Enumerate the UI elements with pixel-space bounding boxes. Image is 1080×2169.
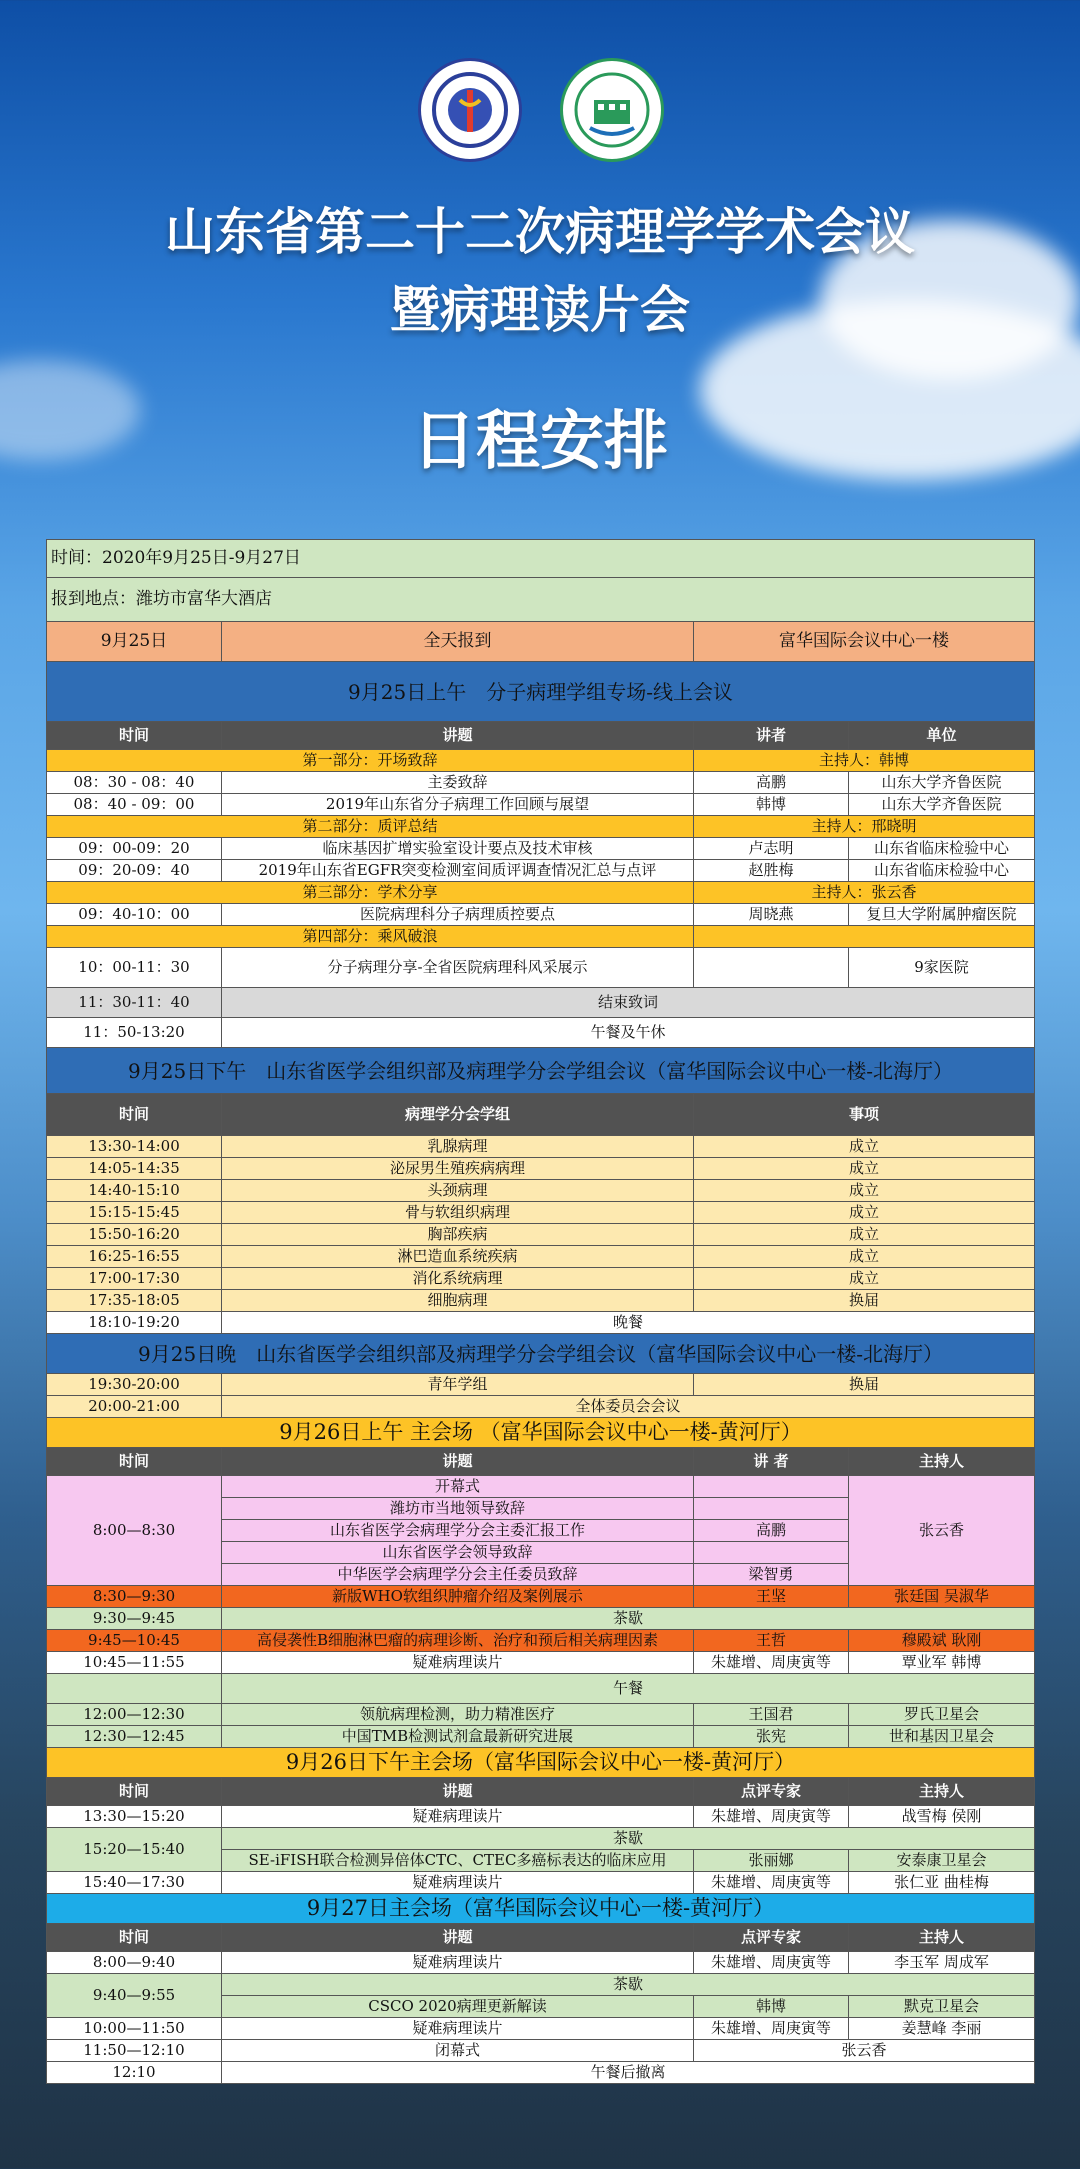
cell-host: 战雪梅 侯刚	[849, 1806, 1035, 1828]
shandong-medical-association-logo-icon	[418, 58, 522, 162]
cell-topic: 午餐后撤离	[222, 2062, 1035, 2084]
table-row	[47, 1704, 1035, 1726]
table-row	[47, 1806, 1035, 1828]
cell-topic: 分子病理分享-全省医院病理科风采展示	[222, 948, 694, 988]
cell-speaker: 梁智勇	[694, 1564, 849, 1586]
cell-time: 19:30-20:00	[47, 1374, 222, 1396]
cell-topic: 闭幕式	[222, 2040, 694, 2062]
cell-time: 11：50-13:20	[47, 1018, 222, 1048]
table-row	[47, 1312, 1035, 1334]
table-row	[47, 1246, 1035, 1268]
cell-topic: 茶歇	[222, 1974, 1035, 1996]
cell-note: 成立	[694, 1224, 1035, 1246]
cell-speaker: 朱雄增、周庚寅等	[694, 1872, 849, 1894]
table-header	[47, 722, 1035, 750]
time-info: 时间：2020年9月25日-9月27日	[47, 540, 1035, 578]
column-header: 讲 者	[694, 1448, 849, 1476]
cell-time: 9:40—9:55	[47, 1974, 222, 2018]
registration-location: 富华国际会议中心一楼	[694, 622, 1035, 662]
header	[0, 0, 1080, 530]
cell-note: 成立	[694, 1136, 1035, 1158]
table-row	[47, 1180, 1035, 1202]
cell-time: 9:45—10:45	[47, 1630, 222, 1652]
table-row	[47, 1828, 1035, 1850]
cell-time: 11:50—12:10	[47, 2040, 222, 2062]
column-header: 事项	[694, 1094, 1035, 1136]
cell-time: 8:00—8:30	[47, 1476, 222, 1586]
table-row	[47, 1952, 1035, 1974]
cell-topic: 中华医学会病理学分会主任委员致辞	[222, 1564, 694, 1586]
cell-topic: 茶歇	[222, 1828, 1035, 1850]
table-row	[47, 1674, 1035, 1704]
cell-time: 9:30—9:45	[47, 1608, 222, 1630]
cell-topic: 潍坊市当地领导致辞	[222, 1498, 694, 1520]
column-header: 时间	[47, 1924, 222, 1952]
section-title: 9月25日上午 分子病理学组专场-线上会议	[47, 662, 1035, 722]
part-row	[47, 926, 1035, 948]
cell-unit: 9家医院	[849, 948, 1035, 988]
cell-host: 安泰康卫星会	[849, 1850, 1035, 1872]
table-row	[47, 2040, 1035, 2062]
column-header: 讲题	[222, 722, 694, 750]
cell-topic: SE-iFISH联合检测异倍体CTC、CTEC多癌标表达的临床应用	[222, 1850, 694, 1872]
cell-topic: 疑难病理读片	[222, 1952, 694, 1974]
cell-speaker: 张宪	[694, 1726, 849, 1748]
cell-unit: 复旦大学附属肿瘤医院	[849, 904, 1035, 926]
table-row	[47, 1630, 1035, 1652]
cell-speaker: 朱雄增、周庚寅等	[694, 2018, 849, 2040]
registration-row	[47, 622, 1035, 662]
column-header: 单位	[849, 722, 1035, 750]
conference-subtitle: 暨病理读片会	[390, 281, 690, 339]
cell-topic: 消化系统病理	[222, 1268, 694, 1290]
cell-speaker: 赵胜梅	[694, 860, 849, 882]
cell-speaker: 王哲	[694, 1630, 849, 1652]
cell-topic: 临床基因扩增实验室设计要点及技术审核	[222, 838, 694, 860]
part-title: 第四部分：乘风破浪	[47, 926, 694, 948]
cell-speaker: 韩博	[694, 1996, 849, 2018]
cell-time: 10:45—11:55	[47, 1652, 222, 1674]
cell-topic: 新版WHO软组织肿瘤介绍及案例展示	[222, 1586, 694, 1608]
table-header	[47, 1778, 1035, 1806]
cell-note: 成立	[694, 1268, 1035, 1290]
cell-time: 12:30—12:45	[47, 1726, 222, 1748]
table-header	[47, 1448, 1035, 1476]
cell-time: 08：40 - 09：00	[47, 794, 222, 816]
table-row	[47, 860, 1035, 882]
section-header	[47, 662, 1035, 722]
cell-time: 15:15-15:45	[47, 1202, 222, 1224]
column-header: 时间	[47, 722, 222, 750]
cell-topic: 头颈病理	[222, 1180, 694, 1202]
table-row	[47, 948, 1035, 988]
cell-time: 10：00-11：30	[47, 948, 222, 988]
cell-speaker: 韩博	[694, 794, 849, 816]
cell-speaker: 张丽娜	[694, 1850, 849, 1872]
table-row	[47, 988, 1035, 1018]
table-row	[47, 1290, 1035, 1312]
cell-time: 8:00—9:40	[47, 1952, 222, 1974]
cell-time: 09：40-10：00	[47, 904, 222, 926]
cell-host: 张廷国 吴淑华	[849, 1586, 1035, 1608]
part-row	[47, 750, 1035, 772]
cell-speaker: 高鹏	[694, 772, 849, 794]
cell-time: 20:00-21:00	[47, 1396, 222, 1418]
table-header	[47, 1094, 1035, 1136]
table-row	[47, 1374, 1035, 1396]
cell-time: 14:05-14:35	[47, 1158, 222, 1180]
cell-host: 罗氏卫星会	[849, 1704, 1035, 1726]
cell-note: 成立	[694, 1180, 1035, 1202]
info-row	[47, 578, 1035, 622]
column-header: 时间	[47, 1448, 222, 1476]
cell-note: 换届	[694, 1290, 1035, 1312]
table-row	[47, 1726, 1035, 1748]
cell-time: 08：30 - 08：40	[47, 772, 222, 794]
cell-speaker: 卢志明	[694, 838, 849, 860]
column-header: 主持人	[849, 1924, 1035, 1952]
cell-topic: 疑难病理读片	[222, 1806, 694, 1828]
cell-unit: 山东大学齐鲁医院	[849, 794, 1035, 816]
column-header: 主持人	[849, 1448, 1035, 1476]
section-title: 9月26日下午主会场（富华国际会议中心一楼-黄河厅）	[47, 1748, 1035, 1778]
table-row	[47, 1608, 1035, 1630]
cell-unit: 山东省临床检验中心	[849, 860, 1035, 882]
part-row	[47, 816, 1035, 838]
cell-time: 18:10-19:20	[47, 1312, 222, 1334]
cell-time: 09：00-09：20	[47, 838, 222, 860]
cell-topic: 开幕式	[222, 1476, 694, 1498]
cell-topic: 中国TMB检测试剂盒最新研究进展	[222, 1726, 694, 1748]
table-row	[47, 1396, 1035, 1418]
table-row	[47, 1268, 1035, 1290]
cell-time: 11：30-11：40	[47, 988, 222, 1018]
cell-topic: 骨与软组织病理	[222, 1202, 694, 1224]
part-row	[47, 882, 1035, 904]
schedule-heading: 日程安排	[412, 405, 668, 479]
cell-host: 张云香	[694, 2040, 1035, 2062]
cell-topic: 晚餐	[222, 1312, 1035, 1334]
section-title: 9月26日上午 主会场 （富华国际会议中心一楼-黄河厅）	[47, 1418, 1035, 1448]
column-header: 点评专家	[694, 1778, 849, 1806]
cell-time: 09：20-09：40	[47, 860, 222, 882]
cell-speaker: 王国君	[694, 1704, 849, 1726]
table-row	[47, 1652, 1035, 1674]
column-header: 讲题	[222, 1778, 694, 1806]
part-host: 主持人：韩博	[694, 750, 1035, 772]
table-row	[47, 1872, 1035, 1894]
cell-time: 15:50-16:20	[47, 1224, 222, 1246]
column-header: 点评专家	[694, 1924, 849, 1952]
cell-time: 14:40-15:10	[47, 1180, 222, 1202]
cell-host: 穆殿斌 耿刚	[849, 1630, 1035, 1652]
column-header: 讲题	[222, 1924, 694, 1952]
table-row	[47, 904, 1035, 926]
cell-topic: 疑难病理读片	[222, 1652, 694, 1674]
conference-title: 山东省第二十二次病理学学术会议	[165, 203, 915, 261]
cell-topic: 细胞病理	[222, 1290, 694, 1312]
table-row	[47, 1224, 1035, 1246]
cell-topic: 青年学组	[222, 1374, 694, 1396]
cell-note: 换届	[694, 1374, 1035, 1396]
column-header: 时间	[47, 1094, 222, 1136]
cell-topic: 2019年山东省EGFR突变检测室间质评调查情况汇总与点评	[222, 860, 694, 882]
registration-date: 9月25日	[47, 622, 222, 662]
cell-time: 16:25-16:55	[47, 1246, 222, 1268]
cell-time: 17:35-18:05	[47, 1290, 222, 1312]
cell-speaker: 高鹏	[694, 1520, 849, 1542]
cell-topic: 淋巴造血系统疾病	[222, 1246, 694, 1268]
registration-event: 全天报到	[222, 622, 694, 662]
cell-unit: 山东省临床检验中心	[849, 838, 1035, 860]
table-row	[47, 838, 1035, 860]
cell-host: 李玉军 周成军	[849, 1952, 1035, 1974]
cell-topic: CSCO 2020病理更新解读	[222, 1996, 694, 2018]
table-row	[47, 772, 1035, 794]
cell-time: 15:20—15:40	[47, 1828, 222, 1872]
column-header: 主持人	[849, 1778, 1035, 1806]
section-title: 9月25日晚 山东省医学会组织部及病理学分会学组会议（富华国际会议中心一楼-北海厅）	[47, 1334, 1035, 1374]
schedule-table	[46, 539, 1035, 2084]
part-host: 主持人：邢晓明	[694, 816, 1035, 838]
cell-speaker: 朱雄增、周庚寅等	[694, 1952, 849, 1974]
table-row	[47, 1018, 1035, 1048]
cell-time: 12:10	[47, 2062, 222, 2084]
cell-host: 覃业军 韩博	[849, 1652, 1035, 1674]
cell-speaker: 王坚	[694, 1586, 849, 1608]
cell-topic: 乳腺病理	[222, 1136, 694, 1158]
cell-topic: 午餐及午休	[222, 1018, 1035, 1048]
cell-topic: 胸部疾病	[222, 1224, 694, 1246]
cell-host: 张仁亚 曲桂梅	[849, 1872, 1035, 1894]
section-title: 9月25日下午 山东省医学会组织部及病理学分会学组会议（富华国际会议中心一楼-北海厅）	[47, 1048, 1035, 1094]
section-header	[47, 1894, 1035, 1924]
cell-topic: 茶歇	[222, 1608, 1035, 1630]
cell-host: 世和基因卫星会	[849, 1726, 1035, 1748]
column-header: 病理学分会学组	[222, 1094, 694, 1136]
cell-topic: 疑难病理读片	[222, 2018, 694, 2040]
cell-time: 13:30-14:00	[47, 1136, 222, 1158]
section-title: 9月27日主会场（富华国际会议中心一楼-黄河厅）	[47, 1894, 1035, 1924]
cell-topic: 山东省医学会病理学分会主委汇报工作	[222, 1520, 694, 1542]
cell-time: 17:00-17:30	[47, 1268, 222, 1290]
weifang-hospital-logo-icon	[560, 58, 664, 162]
cell-topic: 高侵袭性B细胞淋巴瘤的病理诊断、治疗和预后相关病理因素	[222, 1630, 694, 1652]
cell-topic: 疑难病理读片	[222, 1872, 694, 1894]
cell-topic: 领航病理检测，助力精准医疗	[222, 1704, 694, 1726]
section-header	[47, 1334, 1035, 1374]
cell-host: 默克卫星会	[849, 1996, 1035, 2018]
part-title: 第一部分：开场致辞	[47, 750, 694, 772]
cell-speaker: 朱雄增、周庚寅等	[694, 1652, 849, 1674]
cell-topic: 结束致词	[222, 988, 1035, 1018]
section-header	[47, 1748, 1035, 1778]
column-header: 讲题	[222, 1448, 694, 1476]
cell-host: 张云香	[849, 1476, 1035, 1586]
table-row	[47, 794, 1035, 816]
part-title: 第三部分：学术分享	[47, 882, 694, 904]
part-title: 第二部分：质评总结	[47, 816, 694, 838]
cell-topic: 主委致辞	[222, 772, 694, 794]
cell-time: 13:30—15:20	[47, 1806, 222, 1828]
table-row	[47, 1974, 1035, 1996]
part-host: 主持人：张云香	[694, 882, 1035, 904]
cell-time: 10:00—11:50	[47, 2018, 222, 2040]
cell-speaker: 周晓燕	[694, 904, 849, 926]
column-header: 时间	[47, 1778, 222, 1806]
cell-time: 12:00—12:30	[47, 1704, 222, 1726]
table-row	[47, 2018, 1035, 2040]
cell-topic: 医院病理科分子病理质控要点	[222, 904, 694, 926]
table-row	[47, 1202, 1035, 1224]
cell-note: 成立	[694, 1202, 1035, 1224]
cell-time: 8:30—9:30	[47, 1586, 222, 1608]
cell-note: 成立	[694, 1246, 1035, 1268]
cell-time: 15:40—17:30	[47, 1872, 222, 1894]
cell-unit: 山东大学齐鲁医院	[849, 772, 1035, 794]
column-header: 讲者	[694, 722, 849, 750]
table-header	[47, 1924, 1035, 1952]
table-row	[47, 1476, 1035, 1498]
cell-topic: 泌尿男生殖疾病病理	[222, 1158, 694, 1180]
info-row	[47, 540, 1035, 578]
venue-info: 报到地点：潍坊市富华大酒店	[47, 578, 1035, 622]
section-header	[47, 1418, 1035, 1448]
cell-topic: 午餐	[222, 1674, 1035, 1704]
cell-topic: 全体委员会会议	[222, 1396, 1035, 1418]
cell-topic: 2019年山东省分子病理工作回顾与展望	[222, 794, 694, 816]
section-header	[47, 1048, 1035, 1094]
table-row	[47, 1586, 1035, 1608]
cell-host: 姜慧峰 李丽	[849, 2018, 1035, 2040]
cell-speaker: 朱雄增、周庚寅等	[694, 1806, 849, 1828]
cell-topic: 山东省医学会领导致辞	[222, 1542, 694, 1564]
cell-note: 成立	[694, 1158, 1035, 1180]
table-row	[47, 1158, 1035, 1180]
table-row	[47, 1136, 1035, 1158]
table-row	[47, 2062, 1035, 2084]
